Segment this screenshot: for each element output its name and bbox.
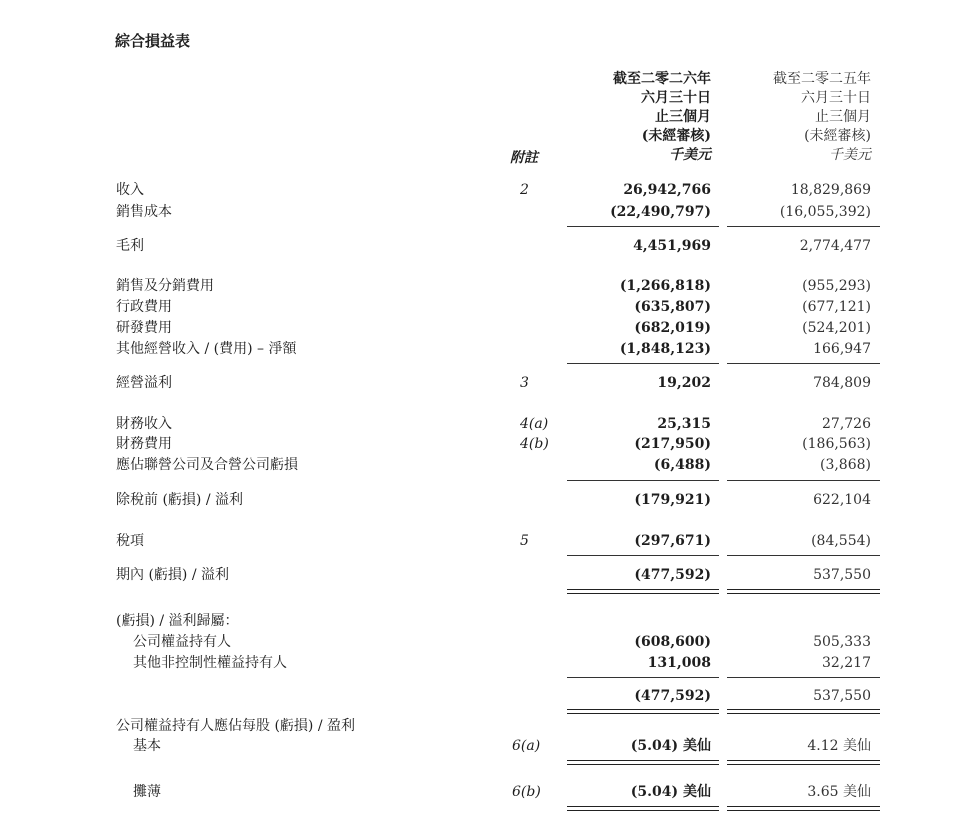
value-prior: (16,055,392) <box>779 204 871 220</box>
value-prior: 3.65 美仙 <box>807 784 871 800</box>
value-current: 25,315 <box>657 416 711 432</box>
subtotal-rule <box>567 555 719 556</box>
total-double-rule <box>727 709 880 714</box>
row-label: 期內 (虧損) / 溢利 <box>116 567 229 583</box>
value-prior: (186,563) <box>802 436 871 452</box>
row-label: (虧損) / 溢利歸屬： <box>116 613 239 629</box>
value-prior: 27,726 <box>822 416 871 432</box>
total-double-rule <box>727 589 880 594</box>
row-operating-profit <box>0 373 960 393</box>
row-label: 稅項 <box>116 533 144 549</box>
header-line: (未經審核) <box>641 128 711 144</box>
row-finance-costs <box>0 434 960 454</box>
note-column-header: 附註 <box>510 150 538 166</box>
value-current: 4,451,969 <box>633 238 711 254</box>
header-line: (未經審核) <box>804 128 871 144</box>
subtotal-rule <box>567 480 719 481</box>
row-label: 毛利 <box>116 238 144 254</box>
subtotal-rule <box>567 677 719 678</box>
row-label: 除稅前 (虧損) / 溢利 <box>116 492 243 508</box>
header-line: 截至二零二六年 <box>613 71 711 87</box>
row-note: 4(a) <box>520 416 549 432</box>
value-prior: (3,868) <box>819 457 871 473</box>
row-tax <box>0 531 960 551</box>
value-prior: 4.12 美仙 <box>807 738 871 754</box>
row-note: 2 <box>520 182 529 198</box>
row-note: 6(b) <box>512 784 541 800</box>
row-rd-expenses <box>0 318 960 338</box>
total-double-rule <box>567 806 719 811</box>
row-selling-expenses <box>0 276 960 296</box>
row-label: 財務費用 <box>116 436 172 452</box>
column-header-current <box>613 70 711 165</box>
row-note: 6(a) <box>512 738 541 754</box>
header-line: 六月三十日 <box>641 90 711 106</box>
value-current: (5.04) 美仙 <box>630 738 711 754</box>
statement-title: 綜合損益表 <box>115 32 191 50</box>
subtotal-rule <box>727 480 880 481</box>
row-cost-of-sales <box>0 202 960 222</box>
row-share-of-losses <box>0 455 960 475</box>
row-label: 公司權益持有人應佔每股 (虧損) / 盈利 <box>116 718 355 734</box>
value-prior: 784,809 <box>813 375 871 391</box>
value-current: (477,592) <box>634 688 711 704</box>
row-attributable-total <box>0 686 960 706</box>
row-label: 其他經營收入 / (費用) – 淨額 <box>116 341 297 357</box>
header-line: 截至二零二五年 <box>773 71 871 87</box>
row-note: 4(b) <box>520 436 549 452</box>
subtotal-rule <box>567 226 719 227</box>
row-label: 應佔聯營公司及合營公司虧損 <box>116 457 298 473</box>
value-prior: 2,774,477 <box>799 238 871 254</box>
row-gross-profit <box>0 236 960 256</box>
row-label: 經營溢利 <box>116 375 172 391</box>
row-label: 銷售成本 <box>116 204 172 220</box>
row-label: 攤薄 <box>133 784 161 800</box>
value-prior: 505,333 <box>813 634 871 650</box>
subtotal-rule <box>727 363 880 364</box>
row-profit-before-tax <box>0 490 960 510</box>
row-label: 財務收入 <box>116 416 172 432</box>
value-prior: (677,121) <box>802 299 871 315</box>
row-period-profit <box>0 565 960 585</box>
value-current: 26,942,766 <box>623 182 711 198</box>
value-current: (477,592) <box>634 567 711 583</box>
value-current: (179,921) <box>634 492 711 508</box>
row-label: 其他非控制性權益持有人 <box>133 655 287 671</box>
row-label: 行政費用 <box>116 299 172 315</box>
row-eps-basic <box>0 736 960 756</box>
column-header-prior <box>773 70 871 165</box>
value-current: 131,008 <box>647 655 711 671</box>
subtotal-rule <box>727 226 880 227</box>
header-unit: 千美元 <box>669 147 711 163</box>
value-prior: (955,293) <box>802 278 871 294</box>
value-current: (608,600) <box>634 634 711 650</box>
subtotal-rule <box>567 363 719 364</box>
value-prior: 32,217 <box>822 655 871 671</box>
total-double-rule <box>567 709 719 714</box>
row-finance-income <box>0 414 960 434</box>
header-unit: 千美元 <box>829 147 871 163</box>
value-prior: 537,550 <box>813 567 871 583</box>
value-prior: 537,550 <box>813 688 871 704</box>
row-revenue <box>0 180 960 200</box>
value-prior: 166,947 <box>813 341 871 357</box>
value-prior: (524,201) <box>802 320 871 336</box>
value-current: (22,490,797) <box>610 204 711 220</box>
value-current: (6,488) <box>653 457 711 473</box>
row-note: 3 <box>520 375 529 391</box>
row-label: 銷售及分銷費用 <box>116 278 214 294</box>
value-current: (5.04) 美仙 <box>630 784 711 800</box>
row-other-operating <box>0 339 960 359</box>
value-prior: 622,104 <box>813 492 871 508</box>
value-current: (635,807) <box>634 299 711 315</box>
total-double-rule <box>567 760 719 765</box>
value-prior: (84,554) <box>811 533 871 549</box>
subtotal-rule <box>727 555 880 556</box>
row-admin-expenses <box>0 297 960 317</box>
value-current: (297,671) <box>634 533 711 549</box>
row-label: 收入 <box>116 182 144 198</box>
total-double-rule <box>727 806 880 811</box>
row-note: 5 <box>520 533 529 549</box>
value-current: (1,266,818) <box>619 278 711 294</box>
value-prior: 18,829,869 <box>790 182 871 198</box>
subtotal-rule <box>727 677 880 678</box>
header-line: 止三個月 <box>815 109 871 125</box>
row-label: 公司權益持有人 <box>133 634 231 650</box>
row-label: 基本 <box>133 738 161 754</box>
value-current: (1,848,123) <box>619 341 711 357</box>
header-line: 止三個月 <box>655 109 711 125</box>
value-current: 19,202 <box>657 375 711 391</box>
row-non-controlling <box>0 653 960 673</box>
row-eps-heading <box>0 716 960 736</box>
row-label: 研發費用 <box>116 320 172 336</box>
row-attributable-heading <box>0 611 960 631</box>
total-double-rule <box>727 760 880 765</box>
header-line: 六月三十日 <box>801 90 871 106</box>
row-equity-holders <box>0 632 960 652</box>
total-double-rule <box>567 589 719 594</box>
value-current: (217,950) <box>634 436 711 452</box>
row-eps-diluted <box>0 782 960 802</box>
value-current: (682,019) <box>634 320 711 336</box>
